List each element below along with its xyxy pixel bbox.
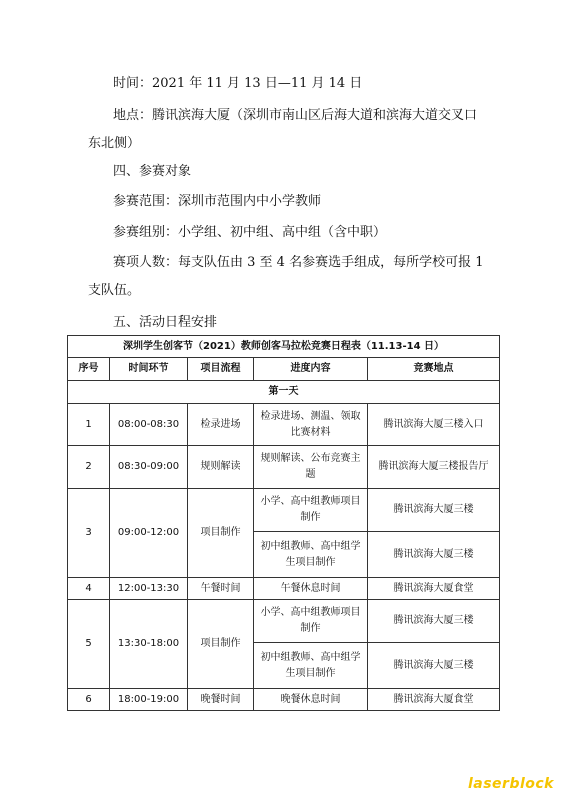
time-paragraph: 时间：2021 年 11 月 13 日—11 月 14 日 bbox=[113, 76, 363, 91]
row-number: 2 bbox=[68, 446, 110, 489]
row-number: 6 bbox=[68, 689, 110, 711]
section-5-heading: 五、活动日程安排 bbox=[113, 315, 218, 330]
row-content: 初中组教师、高中组学生项目制作 bbox=[254, 532, 368, 578]
header-place: 竞赛地点 bbox=[368, 358, 500, 381]
schedule-table bbox=[67, 335, 500, 711]
row-place: 腾讯滨海大厦三楼 bbox=[368, 489, 500, 532]
row-place: 腾讯滨海大厦食堂 bbox=[368, 689, 500, 711]
header-number: 序号 bbox=[68, 358, 110, 381]
table-row bbox=[68, 446, 500, 489]
table-row bbox=[68, 489, 500, 532]
row-content: 规则解读、公布竞赛主题 bbox=[254, 446, 368, 489]
row-content: 晚餐休息时间 bbox=[254, 689, 368, 711]
row-time: 18:00-19:00 bbox=[110, 689, 188, 711]
row-process: 规则解读 bbox=[188, 446, 254, 489]
table-row bbox=[68, 578, 500, 600]
laserblock-watermark: laserblock bbox=[467, 776, 554, 792]
row-place: 腾讯滨海大厦三楼 bbox=[368, 600, 500, 643]
row-time: 12:00-13:30 bbox=[110, 578, 188, 600]
row-process: 检录进场 bbox=[188, 404, 254, 446]
header-process: 项目流程 bbox=[188, 358, 254, 381]
row-time: 08:00-08:30 bbox=[110, 404, 188, 446]
row-number: 5 bbox=[68, 600, 110, 689]
row-time: 08:30-09:00 bbox=[110, 446, 188, 489]
day-one-label: 第一天 bbox=[68, 381, 500, 404]
row-place: 腾讯滨海大厦三楼 bbox=[368, 532, 500, 578]
header-time: 时间环节 bbox=[110, 358, 188, 381]
row-time: 13:30-18:00 bbox=[110, 600, 188, 689]
row-place: 腾讯滨海大厦三楼入口 bbox=[368, 404, 500, 446]
row-content: 检录进场、测温、领取比赛材料 bbox=[254, 404, 368, 446]
row-process: 项目制作 bbox=[188, 600, 254, 689]
row-process: 晚餐时间 bbox=[188, 689, 254, 711]
row-process: 午餐时间 bbox=[188, 578, 254, 600]
row-place: 腾讯滨海大厦三楼 bbox=[368, 643, 500, 689]
location-paragraph-continued: 东北侧） bbox=[88, 136, 141, 151]
row-time: 09:00-12:00 bbox=[110, 489, 188, 578]
row-number: 4 bbox=[68, 578, 110, 600]
header-content: 进度内容 bbox=[254, 358, 368, 381]
section-4-heading: 四、参赛对象 bbox=[113, 164, 192, 179]
groups-paragraph: 参赛组别：小学组、初中组、高中组（含中职） bbox=[113, 225, 387, 240]
schedule-title: 深圳学生创客节（2021）教师创客马拉松竞赛日程表（11.13-14 日） bbox=[68, 336, 500, 358]
scope-paragraph: 参赛范围：深圳市范围内中小学教师 bbox=[113, 194, 322, 209]
row-number: 1 bbox=[68, 404, 110, 446]
team-size-paragraph-continued: 支队伍。 bbox=[88, 283, 141, 298]
row-number: 3 bbox=[68, 489, 110, 578]
row-content: 小学、高中组教师项目制作 bbox=[254, 489, 368, 532]
table-row bbox=[68, 689, 500, 711]
row-content: 小学、高中组教师项目制作 bbox=[254, 600, 368, 643]
row-process: 项目制作 bbox=[188, 489, 254, 578]
team-size-paragraph: 赛项人数：每支队伍由 3 至 4 名参赛选手组成，每所学校可报 1 bbox=[113, 255, 484, 270]
table-row bbox=[68, 404, 500, 446]
row-content: 午餐休息时间 bbox=[254, 578, 368, 600]
location-paragraph: 地点：腾讯滨海大厦（深圳市南山区后海大道和滨海大道交叉口 bbox=[113, 108, 478, 123]
row-content: 初中组教师、高中组学生项目制作 bbox=[254, 643, 368, 689]
table-row bbox=[68, 600, 500, 643]
row-place: 腾讯滨海大厦食堂 bbox=[368, 578, 500, 600]
row-place: 腾讯滨海大厦三楼报告厅 bbox=[368, 446, 500, 489]
